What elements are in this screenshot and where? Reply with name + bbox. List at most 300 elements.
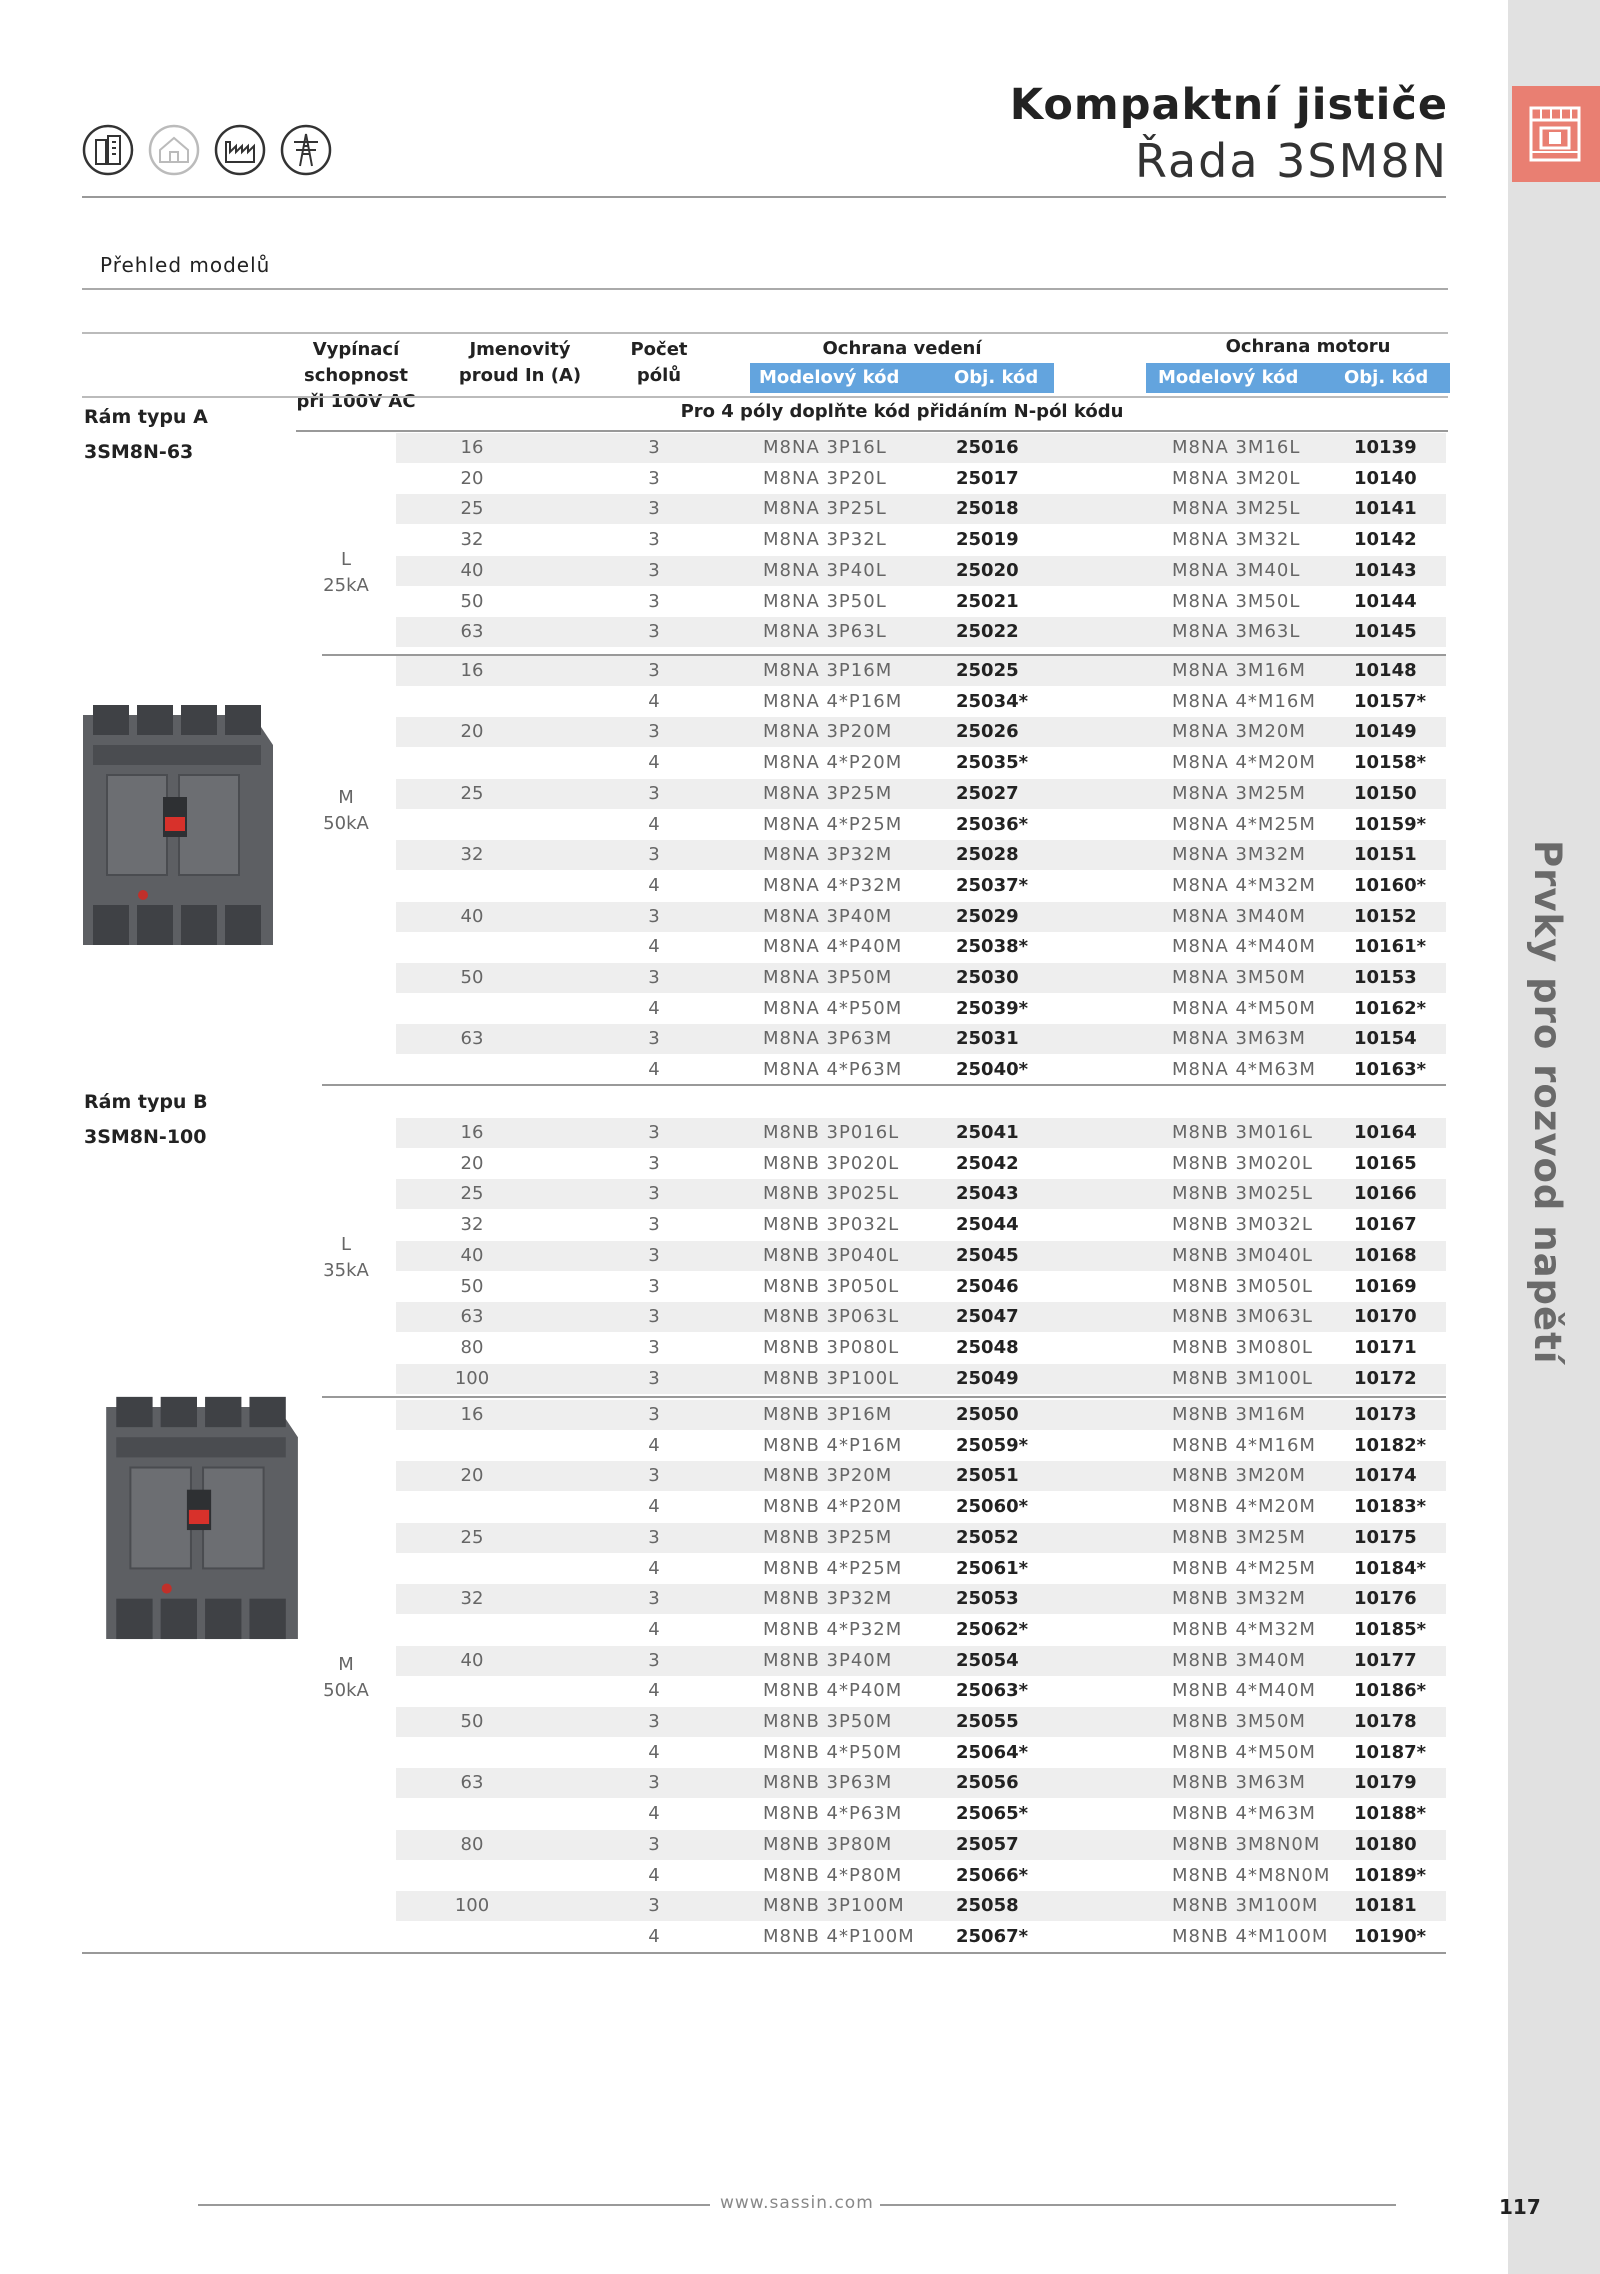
line-model-code-cell: M8NB 3P032L bbox=[763, 1214, 900, 1236]
table-row bbox=[396, 748, 1446, 778]
electric-tower-icon bbox=[280, 124, 332, 176]
motor-order-code-cell: 10184* bbox=[1354, 1557, 1427, 1579]
line-model-code-cell: M8NB 3P50M bbox=[763, 1711, 893, 1732]
line-order-code-cell: 25040* bbox=[956, 1059, 1029, 1081]
line-order-code-cell: 25029 bbox=[956, 905, 1019, 927]
line-order-code-cell: 25053 bbox=[956, 1588, 1019, 1610]
poles-cell: 4 bbox=[648, 1803, 660, 1825]
breaker-3sm8n-100-image bbox=[86, 1396, 308, 1650]
factory-icon bbox=[214, 124, 266, 176]
line-model-code-cell: M8NA 4*P50M bbox=[763, 997, 903, 1019]
line-model-code-cell: M8NB 4*P20M bbox=[763, 1496, 903, 1518]
table-row bbox=[396, 1646, 1446, 1676]
table-row bbox=[396, 1118, 1446, 1148]
motor-model-code-cell: M8NA 4*M16M bbox=[1172, 690, 1316, 712]
line-order-code-cell: 25050 bbox=[956, 1404, 1019, 1425]
header-subrule bbox=[296, 430, 1448, 432]
page-subtitle: Řada 3SM8N bbox=[1135, 134, 1448, 188]
header-poles: Počet pólů bbox=[630, 339, 688, 386]
motor-order-code-cell: 10144 bbox=[1354, 590, 1417, 612]
motor-model-code-cell: M8NA 3M20L bbox=[1172, 467, 1301, 489]
motor-model-code-cell: M8NB 3M25M bbox=[1172, 1526, 1306, 1548]
motor-model-code-cell: M8NA 3M25M bbox=[1172, 782, 1306, 804]
motor-order-code-cell: 10185* bbox=[1354, 1618, 1427, 1640]
line-order-code-cell: 25051 bbox=[956, 1465, 1019, 1487]
line-order-code-cell: 25035* bbox=[956, 752, 1029, 774]
poles-cell: 4 bbox=[648, 997, 660, 1019]
line-model-code-cell: M8NB 4*P100M bbox=[763, 1925, 915, 1947]
rated-current-cell: 50 bbox=[460, 1275, 484, 1297]
motor-order-code-cell: 10172 bbox=[1354, 1367, 1417, 1389]
line-model-code-cell: M8NA 3P16M bbox=[763, 660, 893, 681]
rated-current-cell: 25 bbox=[460, 782, 484, 804]
motor-model-code-cell: M8NA 3M40L bbox=[1172, 559, 1301, 581]
table-row bbox=[396, 687, 1446, 717]
motor-order-code-cell: 10169 bbox=[1354, 1275, 1417, 1297]
motor-order-code-cell: 10162* bbox=[1354, 997, 1427, 1019]
motor-order-code-cell: 10188* bbox=[1354, 1803, 1427, 1825]
motor-model-code-cell: M8NB 3M20M bbox=[1172, 1465, 1306, 1487]
motor-model-code-cell: M8NB 3M080L bbox=[1172, 1336, 1313, 1358]
table-row bbox=[396, 1523, 1446, 1553]
table-row bbox=[396, 1830, 1446, 1860]
motor-model-code-cell: M8NB 3M025L bbox=[1172, 1183, 1313, 1205]
line-model-code-cell: M8NB 3P100M bbox=[763, 1895, 905, 1917]
table-row bbox=[396, 556, 1446, 586]
rated-current-cell: 20 bbox=[460, 1465, 484, 1487]
poles-cell: 3 bbox=[648, 621, 660, 643]
line-model-code-cell: M8NB 3P40M bbox=[763, 1649, 893, 1671]
line-order-code-cell: 25060* bbox=[956, 1496, 1029, 1518]
motor-model-code-cell: M8NA 4*M20M bbox=[1172, 752, 1316, 774]
line-model-code-cell: M8NA 3P25M bbox=[763, 782, 893, 804]
table-row bbox=[396, 1333, 1446, 1363]
table-row bbox=[396, 902, 1446, 932]
motor-model-code-cell: M8NA 4*M63M bbox=[1172, 1059, 1316, 1081]
line-model-code-cell: M8NA 3P50L bbox=[763, 590, 887, 612]
motor-order-code-cell: 10165 bbox=[1354, 1152, 1417, 1174]
motor-order-code-cell: 10153 bbox=[1354, 967, 1417, 988]
table-row bbox=[396, 656, 1446, 686]
building-icon bbox=[82, 124, 134, 176]
line-order-code-cell: 25042 bbox=[956, 1152, 1019, 1174]
line-order-code-cell: 25049 bbox=[956, 1367, 1019, 1389]
motor-order-code-cell: 10189* bbox=[1354, 1864, 1427, 1886]
poles-cell: 3 bbox=[648, 1711, 660, 1732]
frame-b-label: Rám typu B bbox=[84, 1091, 208, 1113]
poles-cell: 3 bbox=[648, 1895, 660, 1917]
motor-order-code-cell: 10143 bbox=[1354, 559, 1417, 581]
line-order-code-cell: 25025 bbox=[956, 660, 1019, 681]
motor-order-code-cell: 10145 bbox=[1354, 621, 1417, 643]
poles-cell: 4 bbox=[648, 1741, 660, 1763]
motor-model-code-cell: M8NB 4*M25M bbox=[1172, 1557, 1316, 1579]
poles-cell: 3 bbox=[648, 559, 660, 581]
motor-model-code-cell: M8NB 3M020L bbox=[1172, 1152, 1313, 1174]
motor-model-code-cell: M8NB 3M100M bbox=[1172, 1895, 1319, 1917]
line-model-code-cell: M8NA 3P32M bbox=[763, 844, 893, 866]
motor-order-code-cell: 10175 bbox=[1354, 1526, 1417, 1548]
motor-model-code-cell: M8NB 4*M32M bbox=[1172, 1618, 1316, 1640]
rated-current-cell: 40 bbox=[460, 905, 484, 927]
line-order-code-cell: 25031 bbox=[956, 1028, 1019, 1050]
table-row bbox=[396, 1676, 1446, 1706]
motor-order-code-cell: 10158* bbox=[1354, 752, 1427, 774]
motor-model-code-cell: M8NB 4*M20M bbox=[1172, 1496, 1316, 1518]
header-line-protection: Ochrana vedení bbox=[822, 338, 982, 359]
motor-order-code-cell: 10181 bbox=[1354, 1895, 1417, 1917]
poles-cell: 4 bbox=[648, 874, 660, 896]
motor-order-code-cell: 10182* bbox=[1354, 1434, 1427, 1456]
house-icon bbox=[148, 124, 200, 176]
line-order-code-header: Obj. kód bbox=[954, 367, 1039, 388]
poles-cell: 3 bbox=[648, 1833, 660, 1855]
rated-current-cell: 32 bbox=[460, 844, 484, 866]
line-order-code-cell: 25021 bbox=[956, 590, 1019, 612]
poles-cell: 3 bbox=[648, 590, 660, 612]
motor-order-code-cell: 10148 bbox=[1354, 660, 1417, 681]
poles-cell: 3 bbox=[648, 721, 660, 743]
line-order-code-cell: 25054 bbox=[956, 1649, 1019, 1671]
poles-cell: 4 bbox=[648, 1925, 660, 1947]
line-model-code-cell: M8NB 4*P16M bbox=[763, 1434, 903, 1456]
rated-current-cell: 25 bbox=[460, 498, 484, 520]
table-row bbox=[396, 1210, 1446, 1240]
poles-cell: 4 bbox=[648, 1557, 660, 1579]
motor-model-code-cell: M8NB 4*M100M bbox=[1172, 1925, 1329, 1947]
poles-cell: 3 bbox=[648, 1336, 660, 1358]
line-order-code-cell: 25041 bbox=[956, 1122, 1019, 1143]
line-order-code-cell: 25047 bbox=[956, 1306, 1019, 1328]
section-title: Přehled modelů bbox=[100, 253, 271, 277]
motor-model-code-cell: M8NB 4*M40M bbox=[1172, 1680, 1316, 1702]
motor-order-code-cell: 10176 bbox=[1354, 1588, 1417, 1610]
line-order-code-cell: 25017 bbox=[956, 467, 1019, 489]
line-model-code-cell: M8NA 3P63M bbox=[763, 1028, 893, 1050]
poles-cell: 4 bbox=[648, 1434, 660, 1456]
line-model-code-cell: M8NB 3P20M bbox=[763, 1465, 893, 1487]
poles-cell: 3 bbox=[648, 437, 660, 458]
table-row bbox=[396, 1799, 1446, 1829]
line-model-code-cell: M8NA 3P20L bbox=[763, 467, 887, 489]
motor-model-code-cell: M8NB 3M50M bbox=[1172, 1711, 1306, 1732]
table-row bbox=[396, 587, 1446, 617]
poles-cell: 3 bbox=[648, 1122, 660, 1143]
breaking-capacity-a-m: M 50kA bbox=[323, 787, 369, 834]
motor-model-code-cell: M8NB 3M050L bbox=[1172, 1275, 1313, 1297]
line-order-code-cell: 25055 bbox=[956, 1711, 1019, 1732]
line-model-code-cell: M8NA 3P16L bbox=[763, 437, 887, 458]
rated-current-cell: 100 bbox=[454, 1367, 490, 1389]
motor-model-code-cell: M8NA 3M32L bbox=[1172, 529, 1301, 551]
poles-cell: 3 bbox=[648, 1183, 660, 1205]
poles-cell: 3 bbox=[648, 1404, 660, 1425]
rated-current-cell: 50 bbox=[460, 1711, 484, 1732]
line-model-code-cell: M8NA 3P20M bbox=[763, 721, 893, 743]
breaking-capacity-b-l: L 35kA bbox=[323, 1234, 369, 1281]
switchgear-icon bbox=[1527, 102, 1583, 166]
motor-order-code-cell: 10171 bbox=[1354, 1336, 1417, 1358]
motor-model-code-cell: M8NB 3M100L bbox=[1172, 1367, 1313, 1389]
table-row bbox=[396, 1584, 1446, 1614]
rated-current-cell: 63 bbox=[460, 621, 484, 643]
line-model-code-cell: M8NA 3P63L bbox=[763, 621, 887, 643]
header-rated-current: Jmenovitý proud In (A) bbox=[458, 339, 582, 386]
line-order-code-cell: 25044 bbox=[956, 1214, 1019, 1236]
table-row bbox=[396, 1707, 1446, 1737]
line-model-code-cell: M8NB 4*P63M bbox=[763, 1803, 903, 1825]
motor-order-code-cell: 10168 bbox=[1354, 1244, 1417, 1266]
line-model-code-cell: M8NB 3P25M bbox=[763, 1526, 893, 1548]
poles-cell: 4 bbox=[648, 1680, 660, 1702]
table-row bbox=[396, 1738, 1446, 1768]
table-row bbox=[396, 1055, 1446, 1085]
motor-model-code-cell: M8NA 3M20M bbox=[1172, 721, 1306, 743]
title-rule bbox=[82, 196, 1446, 198]
motor-model-code-cell: M8NA 3M50M bbox=[1172, 967, 1306, 988]
motor-order-code-cell: 10178 bbox=[1354, 1711, 1417, 1732]
line-model-code-cell: M8NA 4*P32M bbox=[763, 874, 903, 896]
poles-cell: 4 bbox=[648, 1059, 660, 1081]
poles-cell: 3 bbox=[648, 1649, 660, 1671]
line-model-code-cell: M8NA 3P40L bbox=[763, 559, 887, 581]
motor-model-code-cell: M8NB 3M032L bbox=[1172, 1214, 1313, 1236]
table-row bbox=[396, 717, 1446, 747]
table-row bbox=[396, 1272, 1446, 1302]
table-row bbox=[396, 1302, 1446, 1332]
motor-order-code-cell: 10142 bbox=[1354, 529, 1417, 551]
motor-order-code-cell: 10173 bbox=[1354, 1404, 1417, 1425]
rated-current-cell: 63 bbox=[460, 1028, 484, 1050]
line-order-code-cell: 25037* bbox=[956, 874, 1029, 896]
breaking-capacity-b-m: M 50kA bbox=[323, 1654, 369, 1701]
motor-model-code-cell: M8NB 3M040L bbox=[1172, 1244, 1313, 1266]
rated-current-cell: 80 bbox=[460, 1336, 484, 1358]
rated-current-cell: 25 bbox=[460, 1183, 484, 1205]
motor-model-code-cell: M8NB 4*M50M bbox=[1172, 1741, 1316, 1763]
table-row bbox=[396, 1461, 1446, 1491]
table-row bbox=[396, 840, 1446, 870]
poles-cell: 3 bbox=[648, 660, 660, 681]
line-protection-subheader bbox=[750, 363, 1054, 393]
line-model-code-cell: M8NA 4*P40M bbox=[763, 936, 903, 958]
line-model-code-cell: M8NA 4*P20M bbox=[763, 752, 903, 774]
rated-current-cell: 80 bbox=[460, 1833, 484, 1855]
table-row bbox=[396, 1024, 1446, 1054]
poles-cell: 3 bbox=[648, 529, 660, 551]
poles-cell: 3 bbox=[648, 1588, 660, 1610]
line-order-code-cell: 25019 bbox=[956, 529, 1019, 551]
breaking-capacity-a-l: L 25kA bbox=[323, 549, 369, 596]
motor-model-code-cell: M8NA 4*M50M bbox=[1172, 997, 1316, 1019]
motor-model-code-cell: M8NB 3M8N0M bbox=[1172, 1833, 1321, 1855]
line-model-code-header: Modelový kód bbox=[759, 367, 900, 388]
table-row bbox=[396, 779, 1446, 809]
line-order-code-cell: 25038* bbox=[956, 936, 1029, 958]
rated-current-cell: 40 bbox=[460, 559, 484, 581]
rated-current-cell: 32 bbox=[460, 1214, 484, 1236]
separator-a-m bbox=[322, 654, 1446, 656]
poles-cell: 3 bbox=[648, 782, 660, 804]
footer-rule-right bbox=[880, 2204, 1396, 2206]
breaker-3sm8n-63-image bbox=[62, 705, 284, 955]
table-row bbox=[396, 525, 1446, 555]
frame-a-model: 3SM8N-63 bbox=[84, 441, 194, 463]
motor-order-code-cell: 10170 bbox=[1354, 1306, 1417, 1328]
line-order-code-cell: 25046 bbox=[956, 1275, 1019, 1297]
rated-current-cell: 63 bbox=[460, 1306, 484, 1328]
line-model-code-cell: M8NA 3P50M bbox=[763, 967, 893, 988]
motor-model-code-cell: M8NA 4*M32M bbox=[1172, 874, 1316, 896]
motor-order-code-cell: 10151 bbox=[1354, 844, 1417, 866]
poles-cell: 3 bbox=[648, 967, 660, 988]
poles-cell: 3 bbox=[648, 498, 660, 520]
poles-cell: 3 bbox=[648, 1214, 660, 1236]
motor-order-code-cell: 10150 bbox=[1354, 782, 1417, 804]
motor-order-code-cell: 10186* bbox=[1354, 1680, 1427, 1702]
frame-a-label: Rám typu A bbox=[84, 406, 208, 428]
motor-model-code-cell: M8NB 3M063L bbox=[1172, 1306, 1313, 1328]
poles-cell: 4 bbox=[648, 1496, 660, 1518]
poles-cell: 3 bbox=[648, 905, 660, 927]
line-model-code-cell: M8NB 4*P50M bbox=[763, 1741, 903, 1763]
line-model-code-cell: M8NB 3P16M bbox=[763, 1404, 893, 1425]
table-row bbox=[396, 1615, 1446, 1645]
rated-current-cell: 25 bbox=[460, 1526, 484, 1548]
line-order-code-cell: 25028 bbox=[956, 844, 1019, 866]
rated-current-cell: 32 bbox=[460, 1588, 484, 1610]
rated-current-cell: 50 bbox=[460, 967, 484, 988]
line-model-code-cell: M8NB 3P016L bbox=[763, 1122, 900, 1143]
poles-cell: 3 bbox=[648, 1028, 660, 1050]
motor-model-code-cell: M8NB 3M16M bbox=[1172, 1404, 1306, 1425]
motor-model-code-cell: M8NA 3M16L bbox=[1172, 437, 1301, 458]
table-row bbox=[396, 1179, 1446, 1209]
poles-cell: 4 bbox=[648, 690, 660, 712]
motor-model-code-cell: M8NA 3M40M bbox=[1172, 905, 1306, 927]
table-row bbox=[396, 1861, 1446, 1891]
table-row bbox=[396, 1492, 1446, 1522]
line-order-code-cell: 25059* bbox=[956, 1434, 1029, 1456]
motor-order-code-cell: 10190* bbox=[1354, 1925, 1427, 1947]
table-row bbox=[396, 1400, 1446, 1430]
line-order-code-cell: 25020 bbox=[956, 559, 1019, 581]
line-order-code-cell: 25036* bbox=[956, 813, 1029, 835]
motor-order-code-cell: 10157* bbox=[1354, 690, 1427, 712]
motor-order-code-cell: 10152 bbox=[1354, 905, 1417, 927]
motor-order-code-cell: 10179 bbox=[1354, 1772, 1417, 1794]
footer-url: www.sassin.com bbox=[720, 2193, 874, 2213]
line-model-code-cell: M8NB 3P080L bbox=[763, 1336, 900, 1358]
poles-cell: 3 bbox=[648, 1367, 660, 1389]
line-model-code-cell: M8NA 3P25L bbox=[763, 498, 887, 520]
rated-current-cell: 20 bbox=[460, 721, 484, 743]
line-order-code-cell: 25064* bbox=[956, 1741, 1029, 1763]
table-row bbox=[396, 1922, 1446, 1952]
line-model-code-cell: M8NB 3P050L bbox=[763, 1275, 900, 1297]
poles-cell: 3 bbox=[648, 1306, 660, 1328]
motor-order-code-cell: 10167 bbox=[1354, 1214, 1417, 1236]
line-order-code-cell: 25065* bbox=[956, 1803, 1029, 1825]
line-order-code-cell: 25027 bbox=[956, 782, 1019, 804]
motor-order-code-cell: 10161* bbox=[1354, 936, 1427, 958]
poles-cell: 3 bbox=[648, 1772, 660, 1794]
motor-model-code-cell: M8NA 3M32M bbox=[1172, 844, 1306, 866]
table-row bbox=[396, 871, 1446, 901]
rated-current-cell: 63 bbox=[460, 1772, 484, 1794]
motor-order-code-cell: 10177 bbox=[1354, 1649, 1417, 1671]
poles-cell: 3 bbox=[648, 1526, 660, 1548]
table-row bbox=[396, 1768, 1446, 1798]
motor-model-code-cell: M8NB 4*M16M bbox=[1172, 1434, 1316, 1456]
poles-cell: 4 bbox=[648, 1618, 660, 1640]
table-bottom-rule bbox=[82, 1952, 1446, 1954]
line-order-code-cell: 25048 bbox=[956, 1336, 1019, 1358]
table-row bbox=[396, 464, 1446, 494]
poles-cell: 4 bbox=[648, 1864, 660, 1886]
line-model-code-cell: M8NB 3P63M bbox=[763, 1772, 893, 1794]
line-model-code-cell: M8NB 3P025L bbox=[763, 1183, 900, 1205]
line-order-code-cell: 25030 bbox=[956, 967, 1019, 988]
line-model-code-cell: M8NA 4*P25M bbox=[763, 813, 903, 835]
motor-order-code-cell: 10187* bbox=[1354, 1741, 1427, 1763]
line-order-code-cell: 25052 bbox=[956, 1526, 1019, 1548]
header-rule bbox=[82, 396, 1448, 398]
line-order-code-cell: 25018 bbox=[956, 498, 1019, 520]
line-order-code-cell: 25067* bbox=[956, 1925, 1029, 1947]
table-row bbox=[396, 1364, 1446, 1394]
table-row bbox=[396, 1891, 1446, 1921]
poles-cell: 3 bbox=[648, 1275, 660, 1297]
line-model-code-cell: M8NA 3P32L bbox=[763, 529, 887, 551]
separator-frame-b bbox=[322, 1084, 1446, 1086]
rated-current-cell: 16 bbox=[460, 437, 484, 458]
motor-order-code-cell: 10180 bbox=[1354, 1833, 1417, 1855]
motor-order-code-cell: 10166 bbox=[1354, 1183, 1417, 1205]
poles-cell: 3 bbox=[648, 467, 660, 489]
rated-current-cell: 100 bbox=[454, 1895, 490, 1917]
line-order-code-cell: 25034* bbox=[956, 690, 1029, 712]
line-order-code-cell: 25026 bbox=[956, 721, 1019, 743]
line-model-code-cell: M8NB 3P32M bbox=[763, 1588, 893, 1610]
poles-cell: 3 bbox=[648, 844, 660, 866]
line-model-code-cell: M8NA 4*P16M bbox=[763, 690, 903, 712]
line-model-code-cell: M8NB 3P100L bbox=[763, 1367, 900, 1389]
line-model-code-cell: M8NB 4*P80M bbox=[763, 1864, 903, 1886]
frame-b-model: 3SM8N-100 bbox=[84, 1126, 207, 1148]
line-order-code-cell: 25066* bbox=[956, 1864, 1029, 1886]
motor-model-code-cell: M8NA 3M25L bbox=[1172, 498, 1301, 520]
motor-model-code-cell: M8NA 3M63L bbox=[1172, 621, 1301, 643]
poles-cell: 4 bbox=[648, 813, 660, 835]
motor-order-code-cell: 10183* bbox=[1354, 1496, 1427, 1518]
line-order-code-cell: 25039* bbox=[956, 997, 1029, 1019]
table-row bbox=[396, 932, 1446, 962]
motor-model-code-cell: M8NB 4*M63M bbox=[1172, 1803, 1316, 1825]
line-model-code-cell: M8NA 3P40M bbox=[763, 905, 893, 927]
motor-order-code-cell: 10160* bbox=[1354, 874, 1427, 896]
motor-order-code-header: Obj. kód bbox=[1344, 367, 1429, 388]
motor-order-code-cell: 10149 bbox=[1354, 721, 1417, 743]
motor-model-code-cell: M8NB 3M40M bbox=[1172, 1649, 1306, 1671]
page-title: Kompaktní jističe bbox=[1009, 80, 1448, 130]
motor-order-code-cell: 10159* bbox=[1354, 813, 1427, 835]
table-row bbox=[396, 994, 1446, 1024]
motor-model-code-cell: M8NB 3M32M bbox=[1172, 1588, 1306, 1610]
motor-order-code-cell: 10154 bbox=[1354, 1028, 1417, 1050]
line-order-code-cell: 25043 bbox=[956, 1183, 1019, 1205]
poles-cell: 4 bbox=[648, 752, 660, 774]
